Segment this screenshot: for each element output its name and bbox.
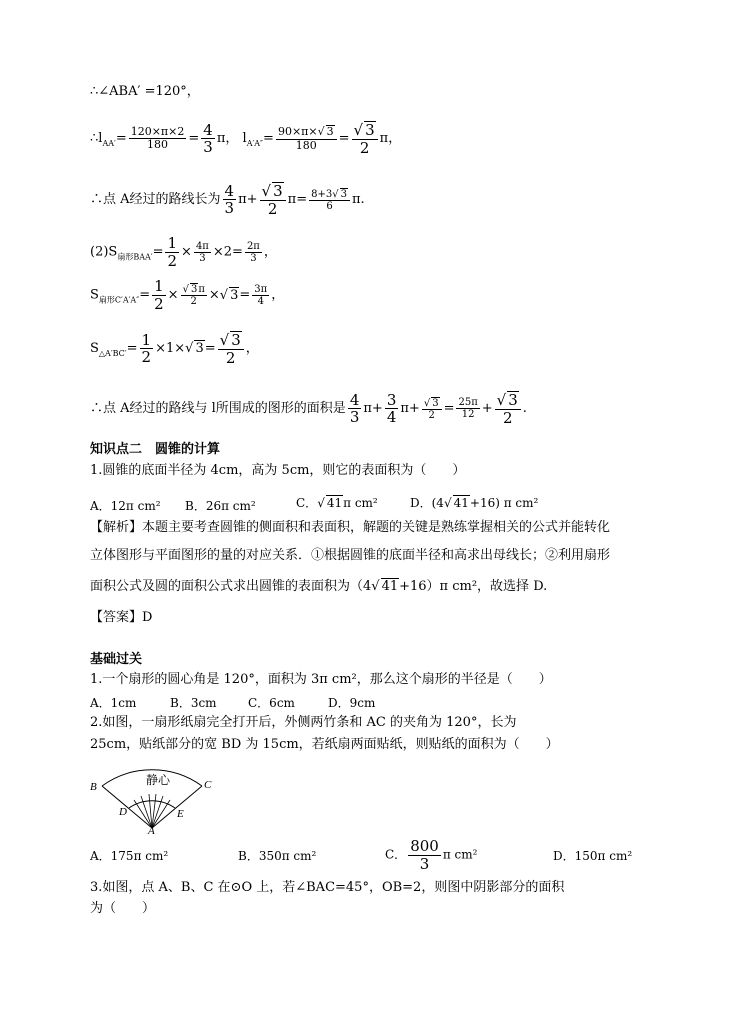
option-d: D．(4√ 41+16) π cm² <box>410 494 538 511</box>
question-basic-2-line-1: 2.如图，一扇形纸扇完全打开后，外侧两竹条和 AC 的夹角为 120°，长为 <box>90 715 517 730</box>
answer-line: 【答案】D <box>90 610 153 625</box>
fraction: $\frac{4}{3}$ <box>224 181 235 217</box>
inner-arc <box>129 801 175 808</box>
option-a: A．175π cm² <box>90 849 169 863</box>
angle-line: ∴∠ABA′ =120°， <box>90 84 200 99</box>
option-b: B．350π cm² <box>238 849 317 863</box>
fraction: $\frac{1}{2}$ <box>167 234 178 270</box>
section-heading-basic: 基础过关 <box>90 652 143 667</box>
point-label-e: E <box>177 808 184 820</box>
section-heading-cone: 知识点二 圆锥的计算 <box>90 442 221 457</box>
option-d: D．150π cm² <box>553 849 633 863</box>
fraction: √ $\frac{3}{2}$ <box>352 121 378 156</box>
fraction: $\frac{1}{2}$ <box>154 277 164 313</box>
option-c: C． $\frac{800}{3}$ π cm² <box>385 837 478 873</box>
fraction: $\frac{1}{2}$ <box>141 330 152 366</box>
path-length-line: ∴点 A经过的路线长为 $\frac{4}{3}$ π+ √ $\frac{3}{2}$ π= $\frac{8+3√ 3}{6}$ π. <box>90 182 365 217</box>
triangle-area-line: $S_{\triangle A'BC'}=$ $\frac{1}{2}$ ×1×√ 3= √ $\frac{3}{2}$ ， <box>90 331 259 366</box>
point-label-c: C <box>204 779 212 791</box>
fraction: $\frac{3\pi}{4}$ <box>254 283 268 307</box>
fraction: √ $\frac{3}{2}$ <box>495 391 521 426</box>
fraction: √ $\frac{3\pi}{2}$ <box>181 283 207 307</box>
fan-figure <box>88 760 218 835</box>
option-c: C．6cm <box>248 696 295 710</box>
analysis-line-2: 立体图形与平面图形的量的对应关系．①根据圆锥的底面半径和高求出母线长；②利用扇形 <box>90 548 611 563</box>
fraction: $\frac{4\pi}{3}$ <box>195 240 209 264</box>
fraction: √ $\frac{3}{2}$ <box>218 331 244 366</box>
question-basic-1: 1.一个扇形的圆心角是 120°，面积为 3π cm²，那么这个扇形的半径是（ ） <box>90 672 552 687</box>
fraction: $\frac{3}{4}$ <box>386 390 397 426</box>
fraction: $\frac{800}{3}$ <box>410 837 439 873</box>
analysis-line-3: 面积公式及圆的面积公式求出圆锥的表面积为（4√ 41+16）π cm²，故选择 D. <box>90 578 547 595</box>
fraction: $\frac{2\pi}{3}$ <box>246 240 260 264</box>
point-label-b: B <box>90 781 97 793</box>
fraction: $\frac{120\times\pi\times 2}{180}$ <box>130 124 185 151</box>
option-a: A．1cm <box>90 696 137 710</box>
sector-area-2-line: $S_{扇形C'A'A''}=$ $\frac{1}{2}$ × √ $\frac{3\pi}{2}$ ×√ 3= $\frac{3\pi}{4}$ ， <box>90 278 284 312</box>
question-basic-3-line-1: 3.如图，点 A、B、C 在⊙O 上，若∠BAC=45°，OB=2，则图中阴影部分的面积 <box>90 880 565 895</box>
arc-length-line: $\therefore l_{AA'}=$ $\frac{120\times\pi\times 2}{180}$ = $\frac{4}{3}$ π， $l_{A'A''}=$ $\frac{90\times\pi\times√ 3}{180}$ = √ $\frac{3}{2}$ π， <box>90 121 401 156</box>
fraction: $\frac{4}{3}$ <box>349 390 360 426</box>
total-area-line: ∴点 A经过的路线与 l所围成的图形的面积是 $\frac{4}{3}$ π+ $\frac{3}{4}$ π+ √ $\frac{3}{2}$ = $\frac{25\pi}{12}$ + √ $\frac{3}{2}$ . <box>90 391 527 426</box>
question-1: 1.圆锥的底面半径为 4cm，高为 5cm，则它的表面积为（ ） <box>90 463 466 478</box>
fraction: √ $\frac{3}{2}$ <box>422 397 442 421</box>
option-d: D．9cm <box>328 696 376 710</box>
point-label-a: A <box>148 825 155 835</box>
option-b: B．3cm <box>170 696 217 710</box>
fraction: $\frac{90\times\pi\times√ 3}{180}$ <box>276 125 337 151</box>
option-a: A．12π cm² <box>90 499 161 513</box>
fan-label: 静心 <box>146 773 171 787</box>
question-basic-2-line-2: 25cm，贴纸部分的宽 BD 为 15cm，若纸扇两面贴纸，则贴纸的面积为（ ） <box>90 737 559 752</box>
sector-area-1-line: $(2)S_{扇形BAA'}=$ $\frac{1}{2}$ × $\frac{4\pi}{3}$ ×2= $\frac{2\pi}{3}$ ， <box>90 234 277 270</box>
point-label-d: D <box>119 806 127 818</box>
fraction: $\frac{25\pi}{12}$ <box>458 397 478 420</box>
analysis-line-1: 【解析】本题主要考查圆锥的侧面积和表面积，解题的关键是熟练掌握相关的公式并能转化 <box>90 520 611 535</box>
fraction: $\frac{4}{3}$ <box>203 120 213 156</box>
option-b: B．26π cm² <box>185 499 256 513</box>
option-c: C．√ 41π cm² <box>296 494 378 511</box>
fraction: √ $\frac{3}{2}$ <box>260 182 286 217</box>
question-basic-3-line-2: 为（ ） <box>90 901 156 916</box>
fraction: $\frac{8+3√ 3}{6}$ <box>309 188 350 212</box>
